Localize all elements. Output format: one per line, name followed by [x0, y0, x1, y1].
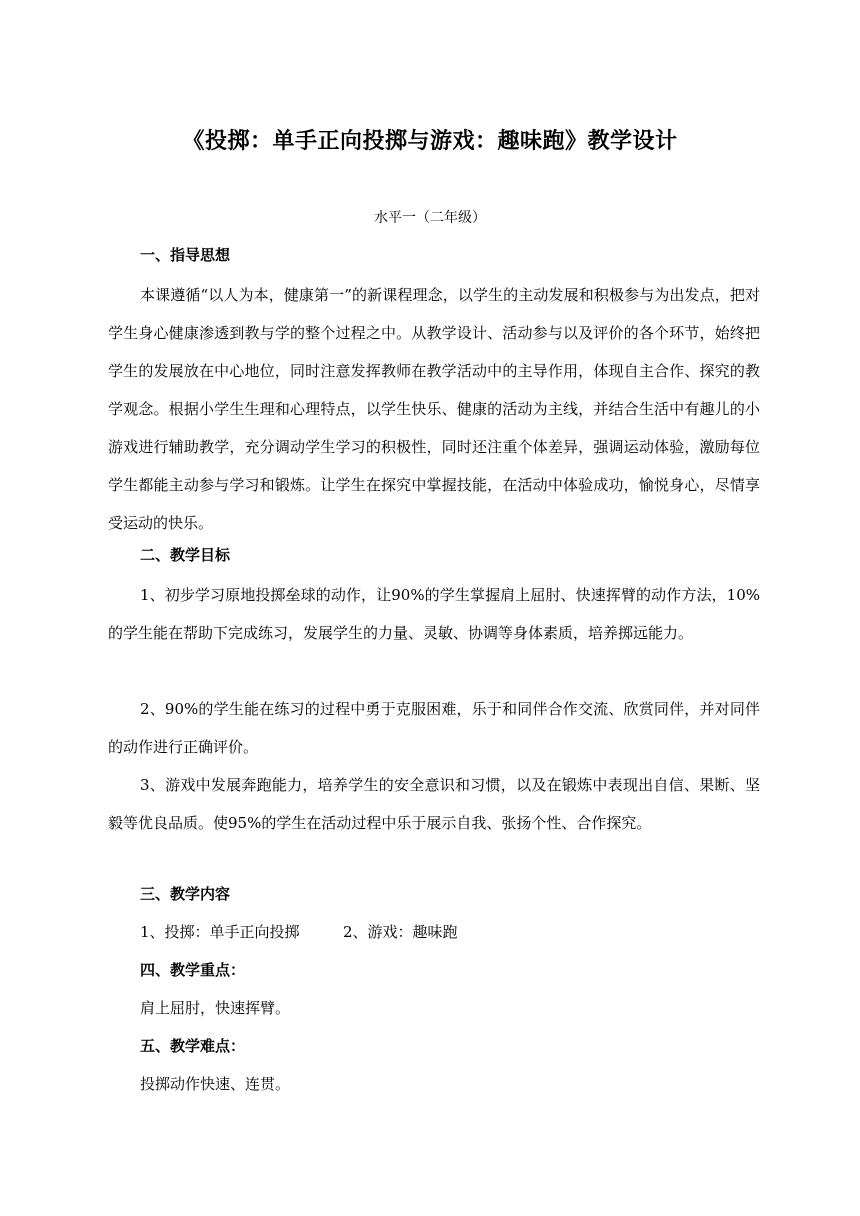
section-heading-difficulties: 五、教学难点： [140, 1037, 246, 1055]
teaching-content-item: 1、投掷：单手正向投掷 [140, 923, 300, 941]
section-heading-teaching-content: 三、教学内容 [140, 885, 231, 903]
difficulties-text: 投掷动作快速、连贯。 [140, 1075, 291, 1093]
section-heading-guiding-ideology: 一、指导思想 [140, 246, 231, 264]
teaching-goal-item: 2、90%的学生能在练习的过程中勇于克服困难，乐于和同伴合作交流、欣赏同伴，并对同伴的动作进行正确评价。 [108, 700, 760, 756]
teaching-goal-item: 3、游戏中发展奔跑能力，培养学生的安全意识和习惯，以及在锻炼中表现出自信、果断、坚毅等优良品质。使95%的学生在活动过程中乐于展示自我、张扬个性、合作探究。 [108, 776, 760, 832]
guiding-ideology-paragraph: 本课遵循“以人为本，健康第一”的新课程理念，以学生的主动发展和积极参与为出发点，把对学生身心健康渗透到教与学的整个过程之中。从教学设计、活动参与以及评价的各个环节，始终把学生的发展放在中心地位，同时注意发挥教师在教学活动中的主导作用，体现自主合作、探究的教学观念。根据小学生生理和心理特点，以学生快乐、健康的活动为主线，并结合生活中有趣儿的小游戏进行辅助教学，充分调动学生学习的积极性，同时还注重个体差异，强调运动体验，激励每位学生都能主动参与学习和锻炼。让学生在探究中掌握技能，在活动中体验成功，愉悦身心，尽情享受运动的快乐。 [108, 286, 760, 532]
document-title: 《投掷：单手正向投掷与游戏：趣味跑》教学设计 [182, 129, 678, 154]
document-subtitle: 水平一（二年级） [374, 210, 486, 226]
key-points-text: 肩上屈肘，快速挥臂。 [140, 999, 291, 1017]
section-heading-key-points: 四、教学重点： [140, 961, 246, 979]
teaching-goal-item: 1、初步学习原地投掷垒球的动作，让90%的学生掌握肩上屈肘、快速挥臂的动作方法，10%的学生能在帮助下完成练习，发展学生的力量、灵敏、协调等身体素质，培养掷远能力。 [108, 586, 760, 642]
teaching-content-item: 2、游戏：趣味跑 [343, 923, 458, 941]
section-heading-teaching-goals: 二、教学目标 [140, 546, 231, 564]
